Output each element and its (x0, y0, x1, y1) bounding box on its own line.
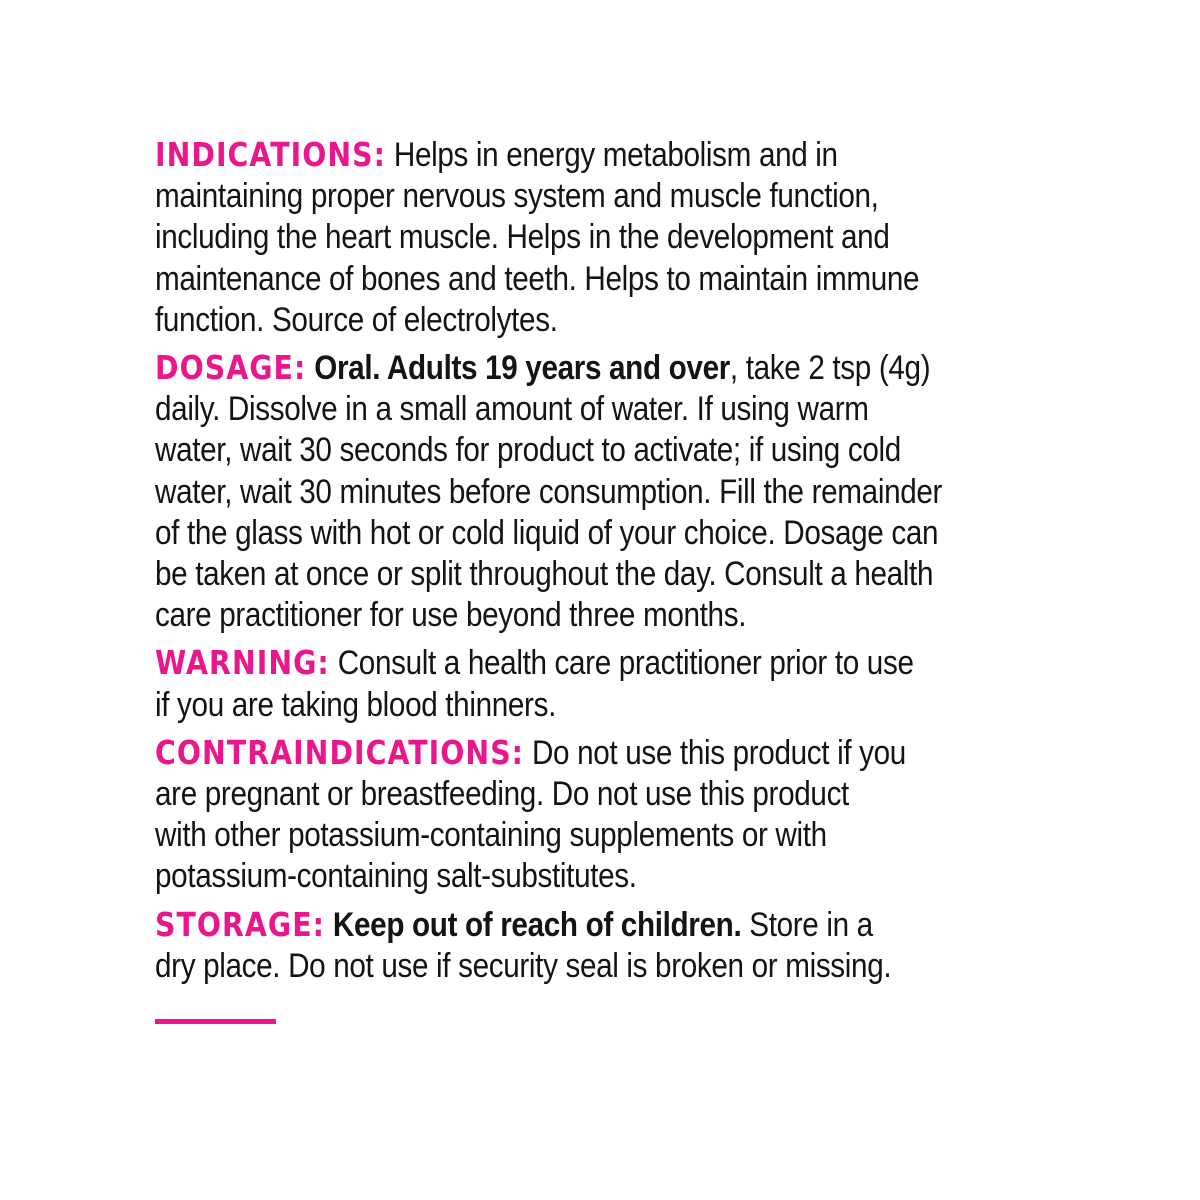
indications-section (155, 134, 1095, 341)
dosage-heading: DOSAGE: (155, 348, 307, 388)
dosage-section (155, 347, 1095, 636)
contraindications-heading: CONTRAINDICATIONS: (155, 732, 525, 772)
contraindications-section (155, 732, 1095, 898)
storage-heading: STORAGE: (155, 904, 326, 944)
product-label-text (155, 134, 1095, 993)
dosage-text: , take 2 tsp (4g) daily. Dissolve in a small amount of water. If using warm water, wait 30 seconds for product to activate; if using cold water, wait 30 minutes before consumption. Fill the remainder of the glass with hot or cold liquid of your choice. Dosage can be taken at once or split throughout the day. Consult a health care practitioner for use beyond three months. (155, 349, 943, 635)
warning-section (155, 642, 1095, 725)
storage-text: Store in a dry place. Do not use if security seal is broken or missing. (155, 905, 892, 985)
indications-text: Helps in energy metabolism and in maintaining proper nervous system and muscle function, including the heart muscle. Helps in the development and maintenance of bones and teeth. Helps to maintain immune function. Source of electrolytes. (155, 136, 920, 339)
indications-heading: INDICATIONS: (155, 135, 386, 174)
warning-heading: WARNING: (155, 643, 330, 683)
storage-emphasis: Keep out of reach of children. (325, 905, 742, 944)
warning-text: Consult a health care practitioner prior to use if you are taking blood thinners. (155, 644, 914, 724)
storage-section (155, 904, 1095, 987)
contraindications-text: Do not use this product if you are pregnant or breastfeeding. Do not use this product with other potassium-containing supplements or with potassium-containing salt-substitutes. (155, 733, 906, 896)
dosage-emphasis: Oral. Adults 19 years and over (306, 349, 730, 388)
accent-divider (155, 1019, 276, 1024)
